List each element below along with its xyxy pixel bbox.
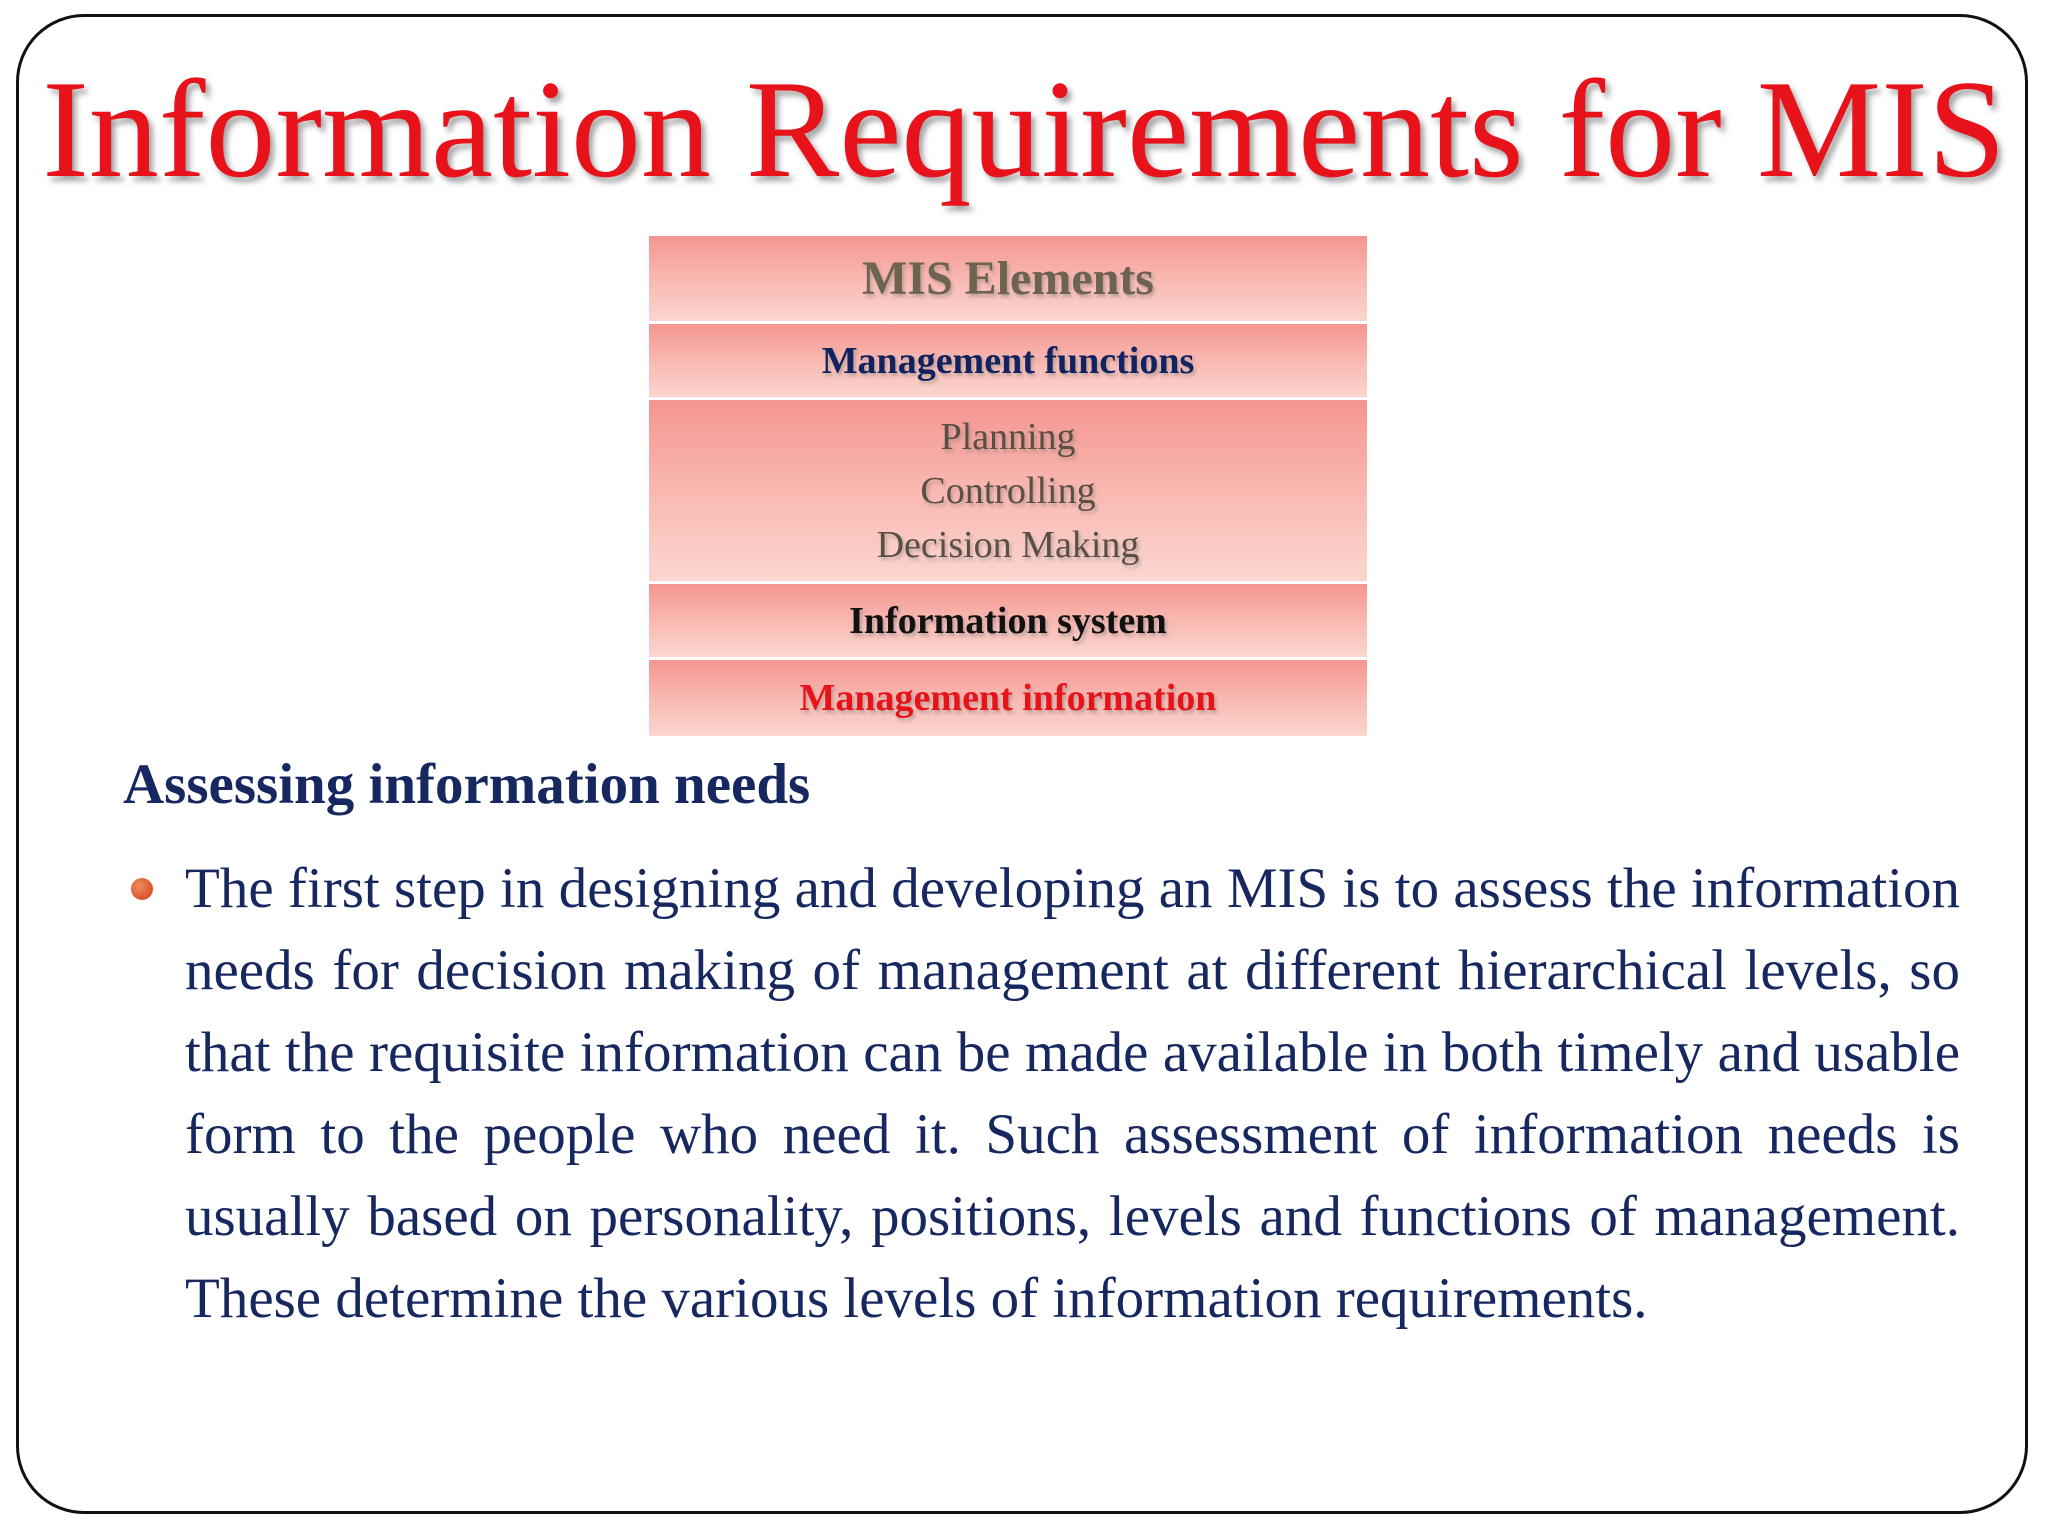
functions-list-row [649,400,1367,584]
section-heading: Assessing information needs [123,753,811,816]
bullet-paragraph: The first step in designing and developing an MIS is to assess the information needs for decision making of management at different hierarchical levels, so that the requisite information can be made available in both timely and usable form to the people who need it. Such assessment of information needs is usually based on personality, positions, levels and functions of management. These determine the various levels of information requirements. [185,857,1960,1330]
management-functions-label: Management functions [821,339,1195,382]
bullet-dot-icon [131,878,153,900]
mis-elements-header-row [649,236,1367,324]
management-functions-row [649,324,1367,400]
slide-title: Information Requirements for MIS [42,52,2006,207]
information-system-label: Information system [849,599,1167,642]
function-item-planning: Planning [940,415,1076,458]
mis-elements-table [649,236,1367,736]
mis-elements-heading: MIS Elements [862,252,1154,305]
management-information-label: Management information [799,677,1217,719]
function-item-controlling: Controlling [920,469,1096,512]
information-system-row [649,584,1367,660]
function-item-decision-making: Decision Making [876,523,1140,566]
management-information-row [649,660,1367,736]
